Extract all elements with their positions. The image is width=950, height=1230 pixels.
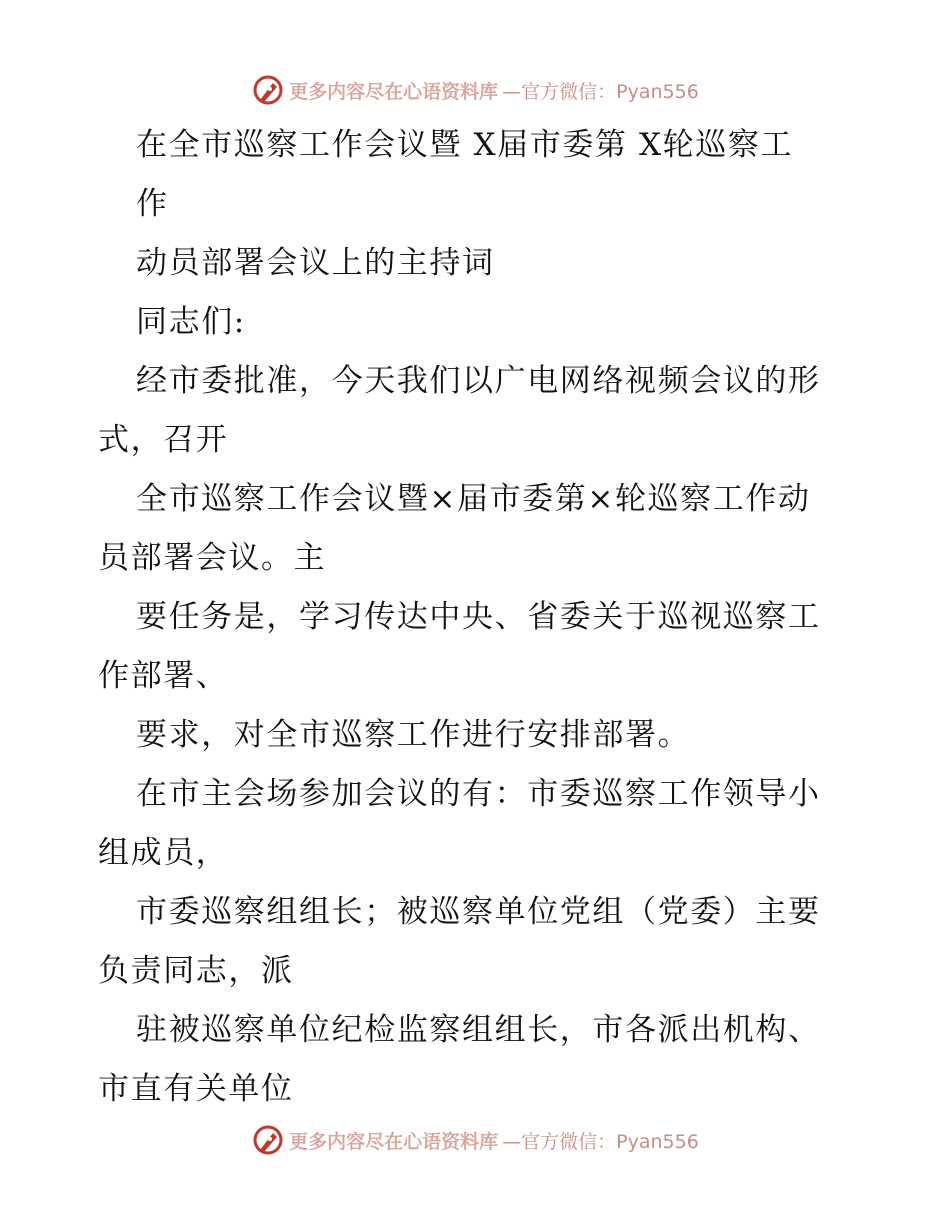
paragraph-line: 全市巡察工作会议暨×届市委第×轮巡察工作动 [136, 481, 811, 517]
salutation: 同志们: [136, 304, 246, 340]
paragraph-line: 组成员， [98, 835, 229, 871]
watermark-contact-text: —官方微信：Pyan556 [502, 1130, 699, 1153]
paragraph-line: 负责同志，派 [98, 953, 294, 989]
watermark-brand-text: 更多内容尽在心语资料库 [289, 80, 499, 103]
paragraph-line: 要求，对全市巡察工作进行安排部署。 [136, 717, 691, 753]
document-body [98, 116, 858, 1119]
paragraph-line: 经市委批准，今天我们以广电网络视频会议的形 [136, 363, 821, 399]
paragraph-line: 员部署会议。主 [98, 540, 327, 576]
pen-nib-seal-icon [251, 1123, 285, 1157]
document-title-line: 动员部署会议上的主持词 [136, 245, 495, 281]
paragraph-line: 市委巡察组组长；被巡察单位党组（党委）主要 [136, 894, 821, 930]
paragraph-line: 驻被巡察单位纪检监察组组长，市各派出机构、 [136, 1012, 821, 1048]
watermark-brand-text: 更多内容尽在心语资料库 [289, 1130, 499, 1153]
paragraph-line: 要任务是，学习传达中央、省委关于巡视巡察工 [136, 599, 821, 635]
header-watermark [0, 70, 950, 110]
paragraph-line: 作部署、 [98, 658, 229, 694]
paragraph-line: 市直有关单位 [98, 1071, 294, 1107]
watermark-contact-text: —官方微信：Pyan556 [502, 80, 699, 103]
document-title-line: 作 [136, 186, 169, 222]
pen-nib-seal-icon [251, 73, 285, 107]
paragraph-line: 式，召开 [98, 422, 229, 458]
document-title-line: 在全市巡察工作会议暨 X届市委第 X轮巡察工 [136, 127, 794, 163]
footer-watermark [0, 1120, 950, 1160]
paragraph-line: 在市主会场参加会议的有：市委巡察工作领导小 [136, 776, 821, 812]
